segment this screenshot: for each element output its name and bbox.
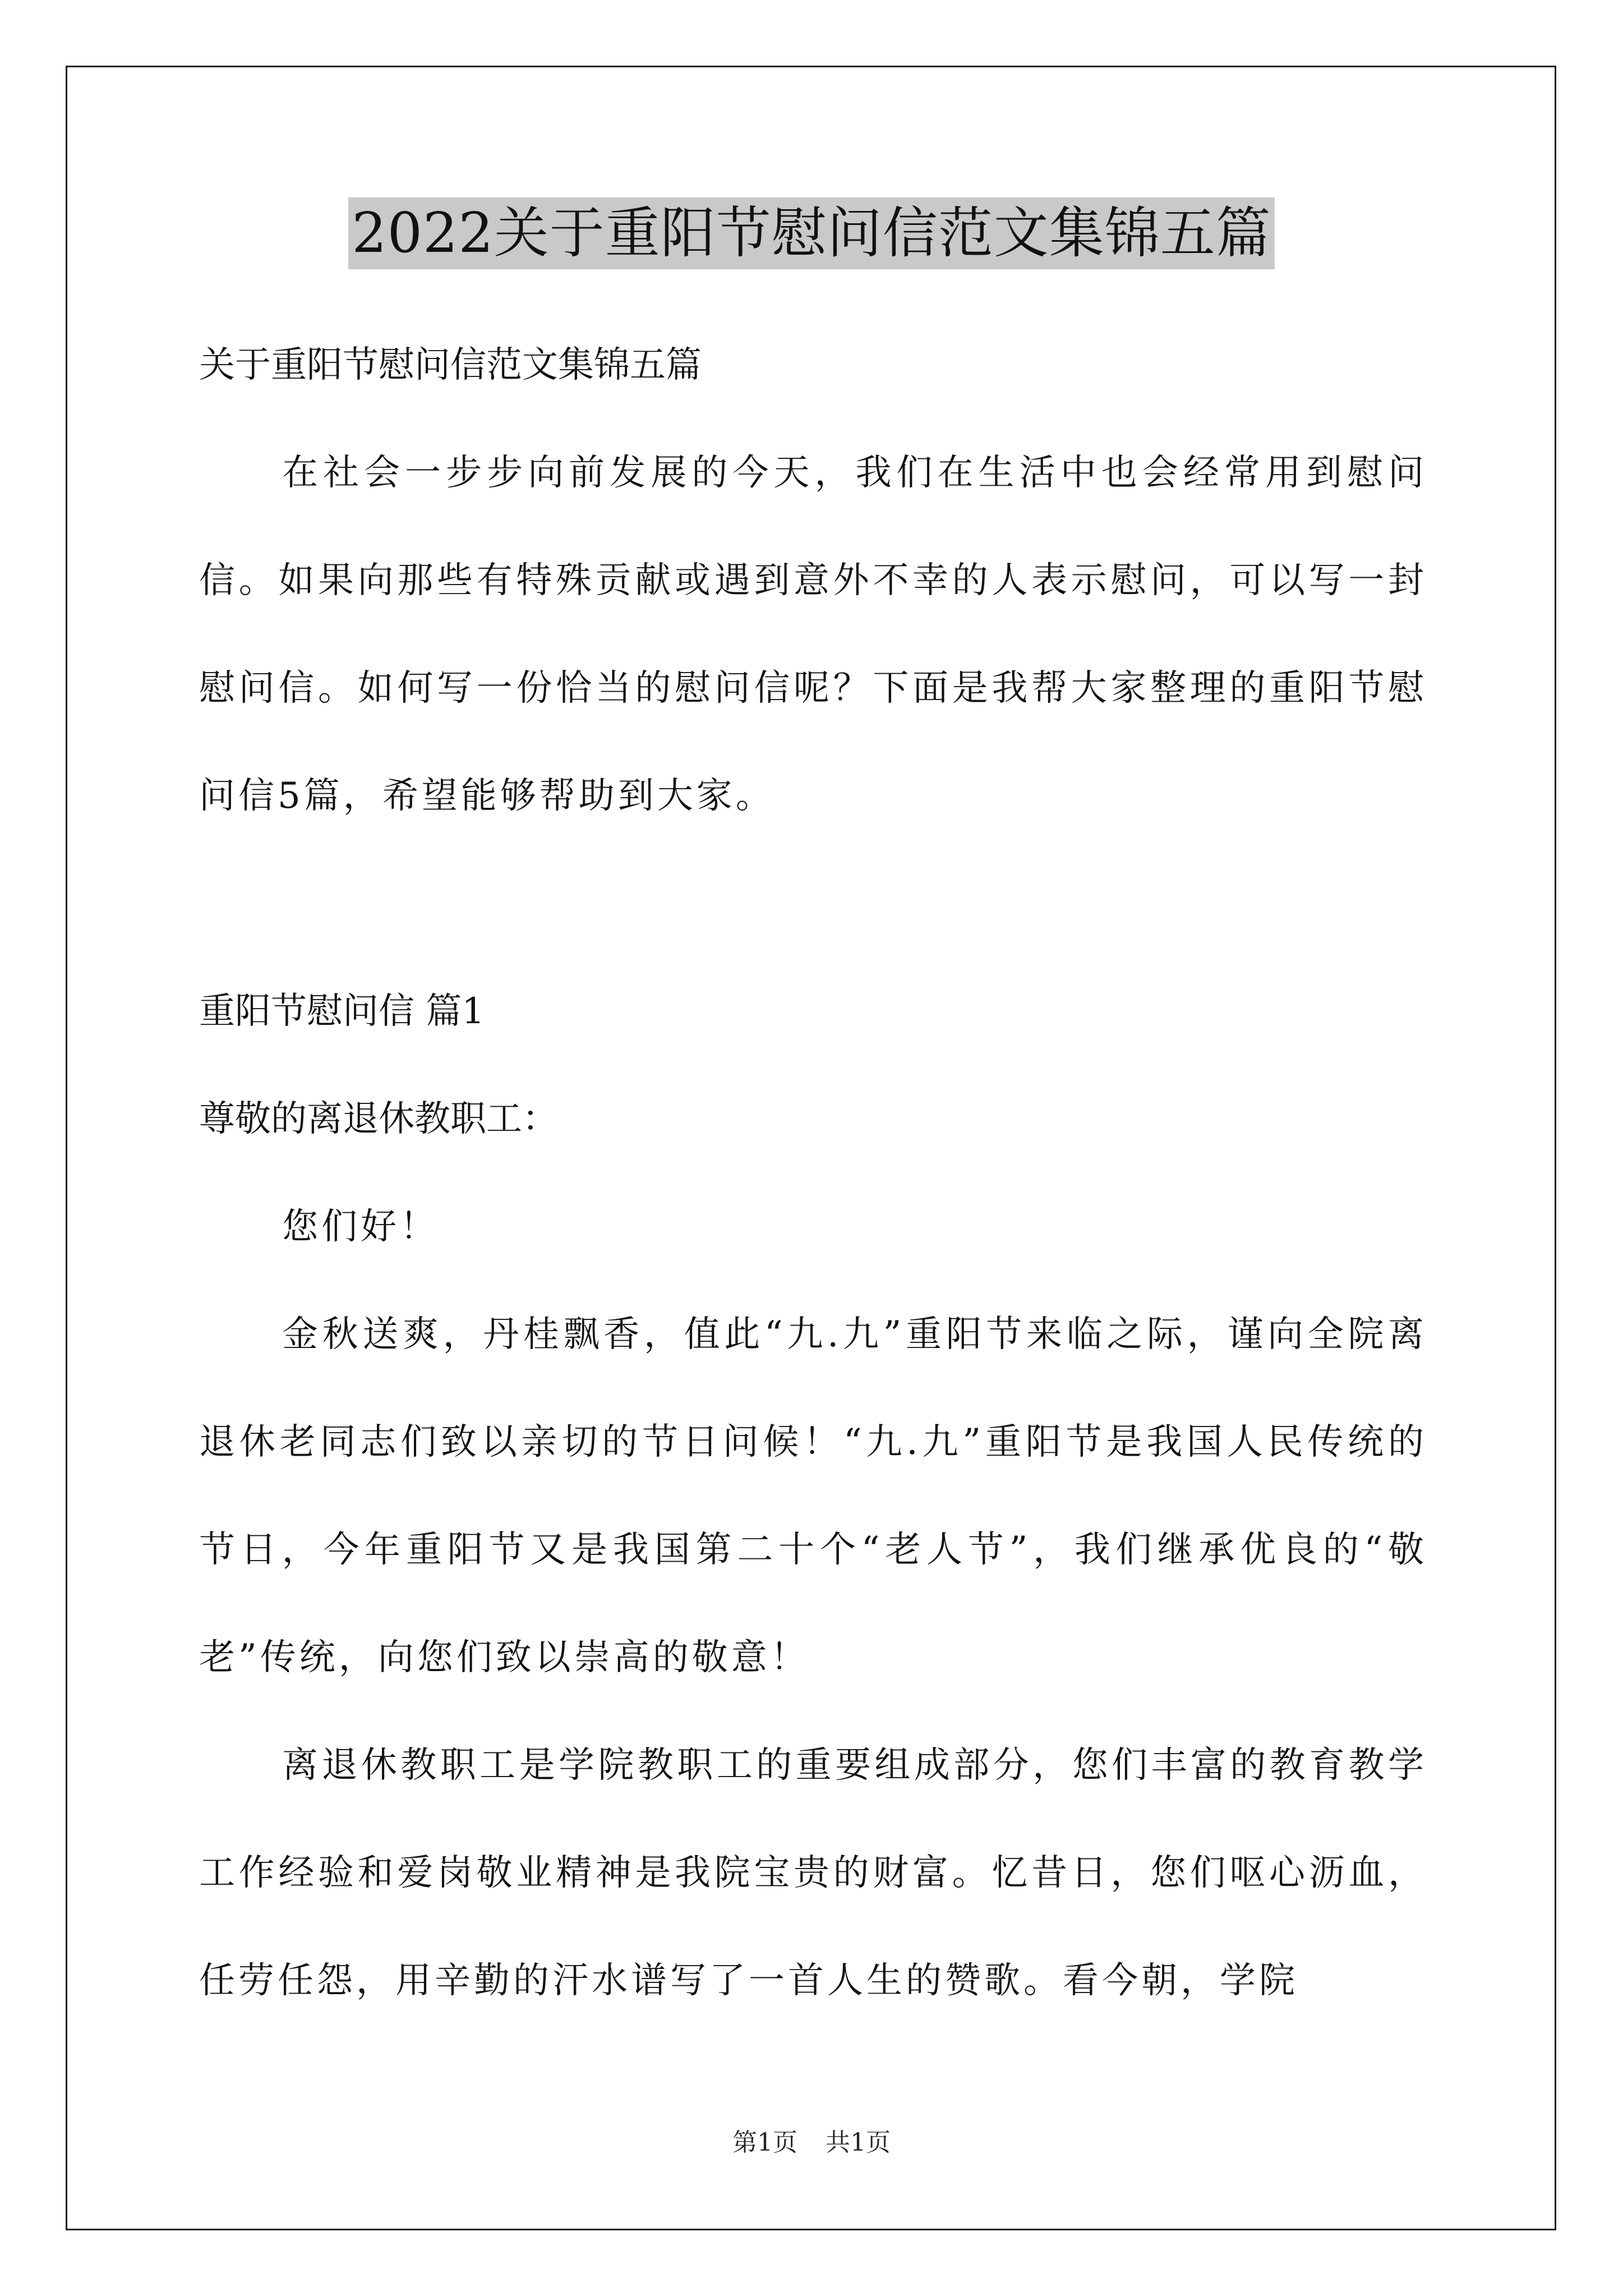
title-container — [0, 197, 1623, 269]
page-footer — [0, 2126, 1623, 2160]
letter-paragraph-1: 金秋送爽，丹桂飘香，值此“九.九”重阳节来临之际，谨向全院离退休老同志们致以亲切的节日问候！“九.九”重阳节是我国人民传统的节日，今年重阳节又是我国第二十个“老人节”，我们继承优良的“敬老”传统，向您们致以崇高的敬意！ — [199, 1314, 1427, 1678]
spacer — [199, 850, 1427, 958]
document-title: 2022关于重阳节慰问信范文集锦五篇 — [348, 197, 1274, 269]
intro-paragraph: 在社会一步步向前发展的今天，我们在生活中也会经常用到慰问信。如果向那些有特殊贡献或遇到意外不幸的人表示慰问，可以写一封慰问信。如何写一份恰当的慰问信呢？下面是我帮大家整理的重阳节慰问信5篇，希望能够帮助到大家。 — [199, 452, 1427, 817]
document-subtitle: 关于重阳节慰问信范文集锦五篇 — [199, 344, 702, 386]
letter-greeting: 您们好！ — [282, 1206, 439, 1248]
letter-salutation: 尊敬的离退休教职工： — [199, 1098, 558, 1140]
page-number: 第1页 — [732, 2128, 797, 2157]
section-heading: 重阳节慰问信 篇1 — [199, 991, 485, 1032]
page-total: 共1页 — [826, 2128, 891, 2157]
letter-paragraph-2: 离退休教职工是学院教职工的重要组成部分，您们丰富的教育教学工作经验和爱岗敬业精神是我院宝贵的财富。忆昔日，您们呕心沥血，任劳任怨，用辛勤的汗水谱写了一首人生的赞歌。看今朝，学院 — [199, 1745, 1427, 2001]
document-body — [199, 311, 1427, 2035]
